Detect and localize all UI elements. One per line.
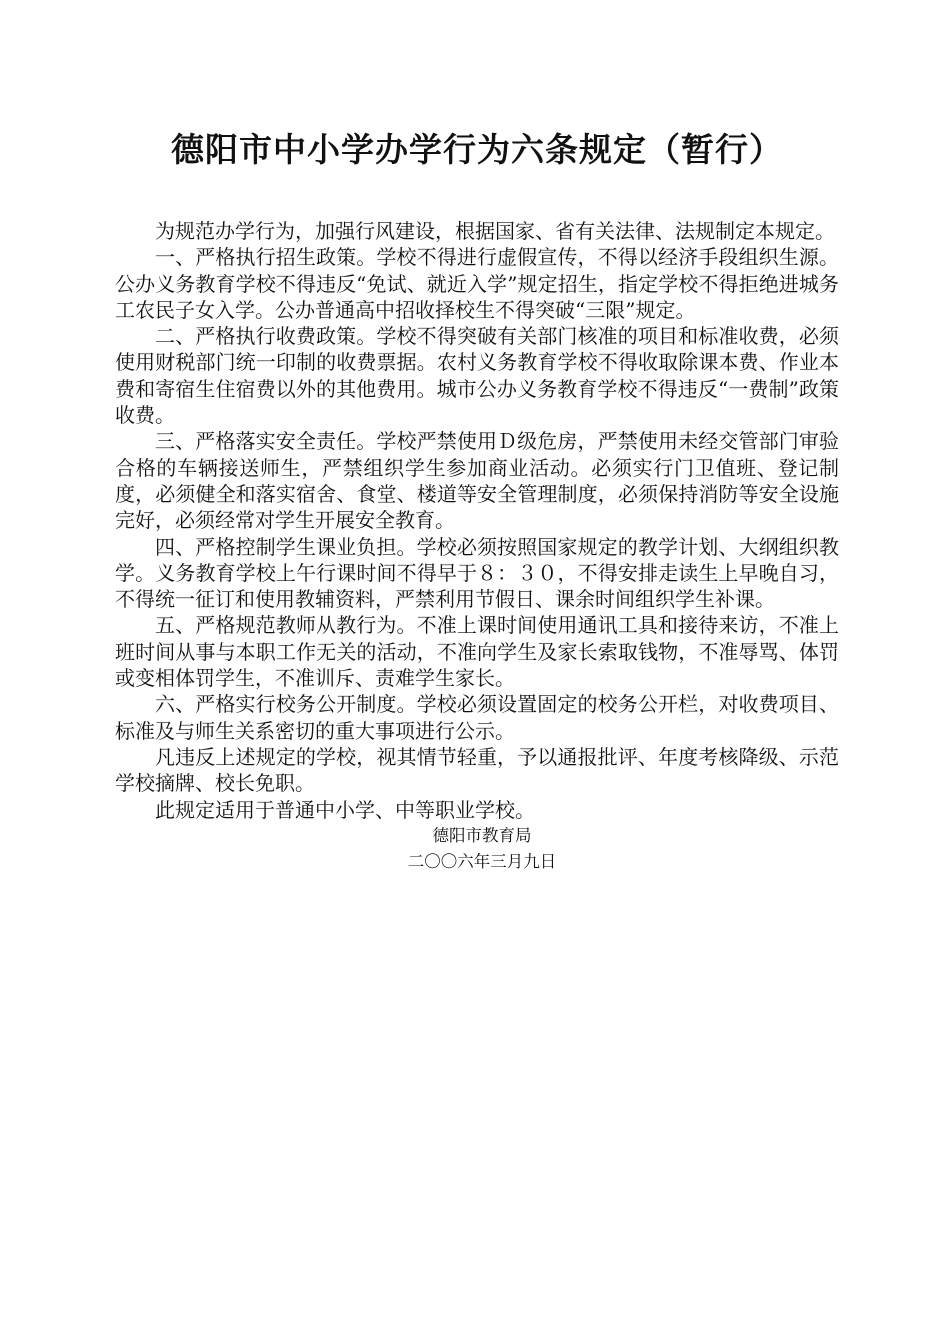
rule-4-paragraph: 四、严格控制学生课业负担。学校必须按照国家规定的教学计划、大纲组织教学。义务教育学校上午行课时间不得早于８：３０，不得安排走读生上早晚自习，不得统一征订和使用教辅资料，严禁利用节假日、课余时间组织学生补课。 <box>115 534 839 612</box>
issue-date: 二〇〇六年三月九日 <box>407 851 557 871</box>
penalty-paragraph: 凡违反上述规定的学校，视其情节轻重，予以通报批评、年度考核降级、示范学校摘牌、校长免职。 <box>115 744 839 796</box>
document-title: 德阳市中小学办学行为六条规定（暂行） <box>171 130 783 169</box>
rule-6-paragraph: 六、严格实行校务公开制度。学校必须设置固定的校务公开栏，对收费项目、标准及与师生关系密切的重大事项进行公示。 <box>115 692 839 743</box>
rule-2-paragraph: 二、严格执行收费政策。学校不得突破有关部门核准的项目和标准收费，必须使用财税部门统一印制的收费票据。农村义务教育学校不得收取除课本费、作业本费和寄宿生住宿费以外的其他费用。城市公办义务教育学校不得违反“一费制”政策收费。 <box>115 324 839 428</box>
issuer-name: 德阳市教育局 <box>432 825 532 845</box>
rule-3-paragraph: 三、严格落实安全责任。学校严禁使用Ｄ级危房，严禁使用未经交管部门审验合格的车辆接送师生，严禁组织学生参加商业活动。必须实行门卫值班、登记制度，必须健全和落实宿舍、食堂、楼道等安全管理制度，必须保持消防等安全设施完好，必须经常对学生开展安全教育。 <box>115 429 839 533</box>
document-page <box>115 128 839 875</box>
rule-5-paragraph: 五、严格规范教师从教行为。不准上课时间使用通讯工具和接待来访，不准上班时间从事与本职工作无关的活动，不准向学生及家长索取钱物，不准辱骂、体罚或变相体罚学生，不准训斥、责难学生家长。 <box>115 613 839 691</box>
intro-paragraph: 为规范办学行为，加强行风建设，根据国家、省有关法律、法规制定本规定。 <box>155 219 835 243</box>
rule-1-paragraph: 一、严格执行招生政策。学校不得进行虚假宣传，不得以经济手段组织生源。公办义务教育学校不得违反“免试、就近入学”规定招生，指定学校不得拒绝进城务工农民子女入学。公办普通高中招收择校生不得突破“三限”规定。 <box>115 245 839 322</box>
signature-block <box>115 823 839 875</box>
document-body <box>115 218 839 823</box>
scope-paragraph: 此规定适用于普通中小学、中等职业学校。 <box>155 797 535 822</box>
